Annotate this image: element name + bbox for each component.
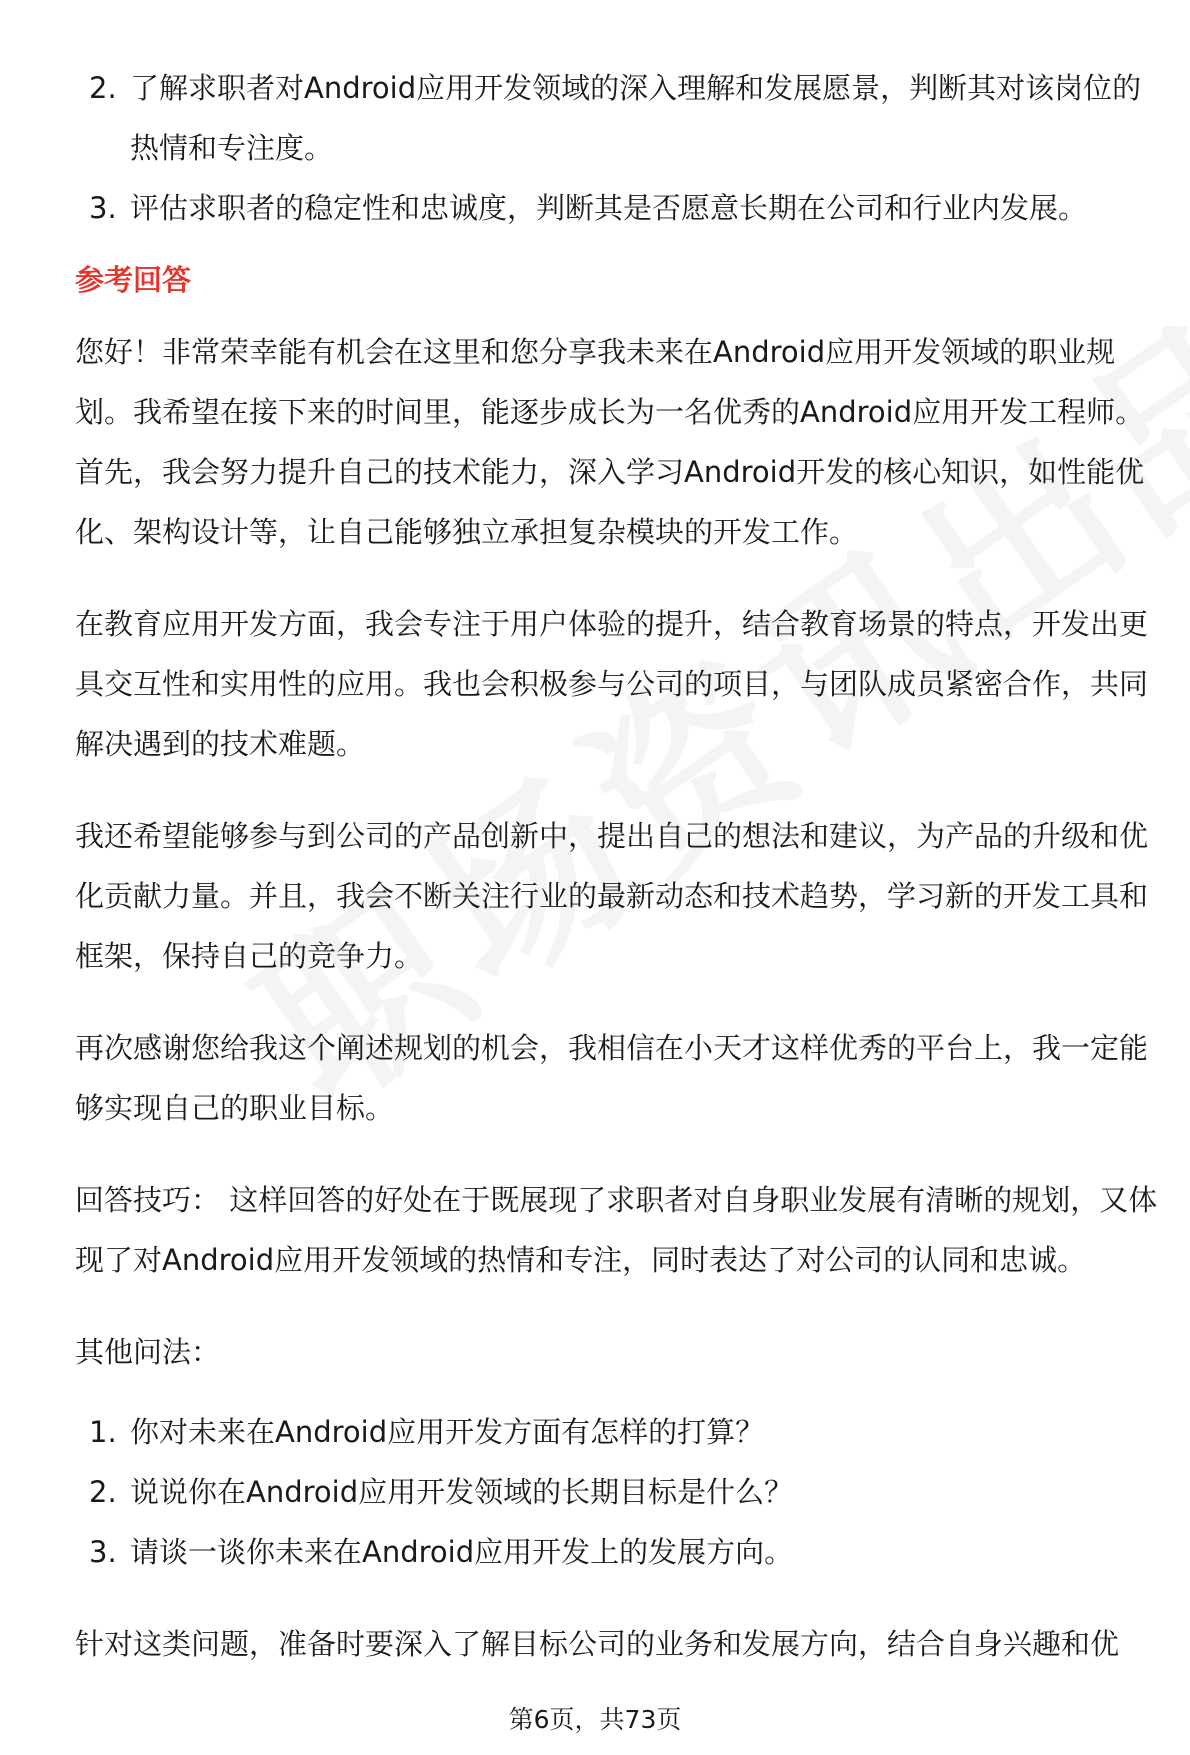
answer-paragraph: 再次感谢您给我这个阐述规划的机会，我相信在小天才这样优秀的平台上，我一定能够实现自己的职业目标。	[75, 1031, 1149, 1125]
list-item	[75, 1402, 1165, 1462]
list-item-text: 了解求职者对Android应用开发领域的深入理解和发展愿景，判断其对该岗位的热情和专注度。	[130, 71, 1142, 165]
answer-tips-paragraph: 回答技巧： 这样回答的好处在于既展现了求职者对自身职业发展有清晰的规划，又体现了对Android应用开发领域的热情和专注，同时表达了对公司的认同和忠诚。	[75, 1183, 1158, 1277]
answer-paragraph: 在教育应用开发方面，我会专注于用户体验的提升，结合教育场景的特点，开发出更具交互性和实用性的应用。我也会积极参与公司的项目，与团队成员紧密合作，共同解决遇到的技术难题。	[75, 607, 1149, 761]
intent-list	[75, 58, 1165, 238]
list-item-text: 请谈一谈你未来在Android应用开发上的发展方向。	[130, 1535, 794, 1569]
list-item	[75, 58, 1165, 178]
list-item	[75, 178, 1165, 238]
other-questions-label: 其他问法：	[75, 1335, 221, 1369]
list-item-number: 3.	[89, 191, 117, 225]
list-item-number: 3.	[89, 1535, 117, 1569]
list-item-number: 2.	[89, 1475, 117, 1509]
list-item	[75, 1462, 1165, 1522]
other-questions-list	[75, 1402, 1165, 1582]
document-body	[75, 58, 1165, 1706]
list-item-number: 1.	[89, 1415, 117, 1449]
list-item-number: 2.	[89, 71, 117, 105]
list-item-text: 你对未来在Android应用开发方面有怎样的打算？	[130, 1415, 765, 1449]
section-title: 参考回答	[75, 263, 192, 297]
answer-paragraph: 我还希望能够参与到公司的产品创新中，提出自己的想法和建议，为产品的升级和优化贡献力量。并且，我会不断关注行业的最新动态和技术趋势，学习新的开发工具和框架，保持自己的竞争力。	[75, 819, 1149, 973]
closing-paragraph: 针对这类问题，准备时要深入了解目标公司的业务和发展方向，结合自身兴趣和优	[75, 1627, 1120, 1661]
answer-paragraph: 您好！非常荣幸能有机会在这里和您分享我未来在Android应用开发领域的职业规划。我希望在接下来的时间里，能逐步成长为一名优秀的Android应用开发工程师。首先，我会努力提升自己的技术能力，深入学习Android开发的核心知识，如性能优化、架构设计等，让自己能够独立承担复杂模块的开发工作。	[75, 335, 1145, 549]
list-item-text: 评估求职者的稳定性和忠诚度，判断其是否愿意长期在公司和行业内发展。	[130, 191, 1088, 225]
page-footer: 第6页，共73页	[508, 1705, 682, 1734]
list-item	[75, 1522, 1165, 1582]
list-item-text: 说说你在Android应用开发领域的长期目标是什么？	[130, 1475, 794, 1509]
